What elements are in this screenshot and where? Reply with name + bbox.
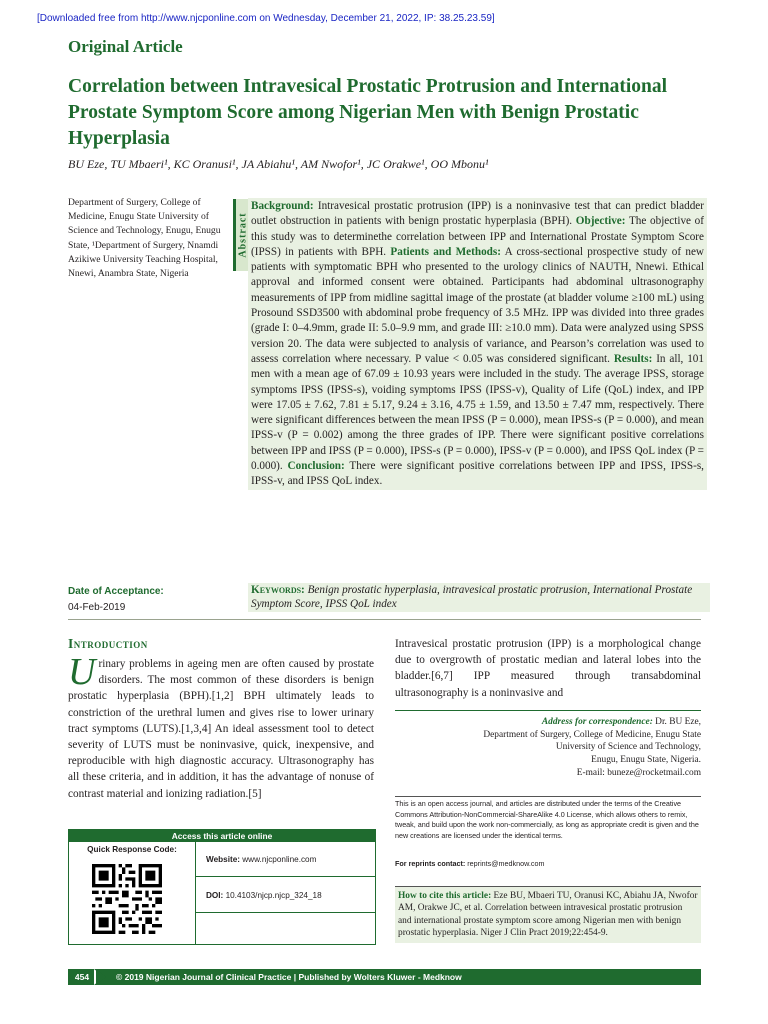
correspondence-divider <box>395 710 701 711</box>
abstract-background-heading: Background: <box>251 200 314 212</box>
abstract-body <box>248 198 707 490</box>
drop-cap: U <box>68 651 96 693</box>
citation-text: Eze BU, Mbaeri TU, Oranusi KC, Abiahu JA, Nwofor AM, Orakwe JC, et al. Correlation between intravesical prostatic protrusion and international prostate symptom score among Nigerian men with benign prostatic hyperplasia. Niger J Clin Pract 2019;22:454‑9. <box>398 891 698 939</box>
introduction-paragraph: rinary problems in ageing men are often caused by prostate disorders. The most common of these disorders is benign prostatic hyperplasia (BPH).[1,2] BPH ultimately leads to constriction of the urethral lumen and gives rise to lower urinary tract symptoms (LUTS).[1,3,4] An ideal assessment tool to detect severity of LUTS must be noninvasive, quick, inexpensive, and reproducible with high diagnostic accuracy. Ultrasonography has all these criteria, and in addition, it has the advantage of nonuse of contrast material and ionizing radiation.[5] <box>68 658 374 800</box>
correspondence-email[interactable]: E-mail: buneze@rocketmail.com <box>576 767 701 778</box>
correspondence-line1: Department of Surgery, College of Medicine, Enugu State <box>483 729 701 740</box>
article-title: Correlation between Intravesical Prostatic Protrusion and International Prostate Symptom Score among Nigerian Men with Benign Prostatic Hyperplasia <box>68 76 668 149</box>
page-footer <box>68 969 701 985</box>
citation-label: How to cite this article: <box>398 891 492 901</box>
keywords-label: Keywords: <box>251 584 305 596</box>
abstract-conclusion: There were significant positive correlations between IPP and IPSS, IPSS‑s, IPSS‑v, and IPSS QoL index. <box>251 460 704 488</box>
correspondence-line2: University of Science and Technology, <box>555 742 701 753</box>
doi-row[interactable] <box>196 878 375 913</box>
access-online-box <box>68 829 376 945</box>
abstract-tab-label: Abstract <box>237 212 249 258</box>
website-row[interactable] <box>196 842 375 877</box>
keywords <box>248 583 710 612</box>
qr-column <box>69 842 196 944</box>
keywords-text: Benign prostatic hyperplasia, intravesical prostatic protrusion, International Prostate Symptom Score, IPSS QoL index <box>251 584 693 610</box>
license-note: This is an open access journal, and articles are distributed under the terms of the Creative Commons Attribution‑NonCommercial‑ShareAlike 4.0 License, which allows others to remix, tweak, and build upon the work non‑commercially, as long as appropriate credit is given and the new creations are licensed under the identical terms. <box>395 796 701 842</box>
introduction-heading: Introduction <box>68 636 148 651</box>
footer-arrow-inner-icon <box>96 969 106 985</box>
abstract-conclusion-heading: Conclusion: <box>287 460 345 473</box>
introduction-text <box>68 651 374 802</box>
citation-box <box>395 886 701 943</box>
access-box-header: Access this article online <box>69 830 375 842</box>
article-type: Original Article <box>68 37 183 56</box>
reprints-label: For reprints contact: <box>395 859 466 868</box>
correspondence-name: Dr. BU Eze, <box>652 717 701 727</box>
abstract-results: In all, 101 men with a mean age of 67.09 ± 10.93 years were included in the study. The average IPSS, storage symptoms IPSS (IPSS‑s), voiding symptoms IPSS (IPSS‑v), Quality of Life (QoL) index, and IPP were 17.05 ± 7.62, 7.81 ± 5.17, 9.24 ± 3.16, 4.75 ± 1.59, and 13.50 ± 7.47 mm, respectively. There were significant differences between the mean IPSS (P = 0.000), mean IPSS‑s (P = 0.000), and mean IPSS‑v (P = 0.002) among the three grades of IPP. There were significant positive correlations between IPP and IPSS (P = 0.000), IPSS‑s (P = 0.000), IPSS‑v (P = 0.000), and IPSS QoL index (P = 0.000). <box>251 352 704 473</box>
reprints-email[interactable]: reprints@medknow.com <box>465 859 545 868</box>
qr-code-icon[interactable] <box>92 864 162 934</box>
correspondence-block <box>395 716 701 780</box>
abstract-background: Intravesical prostatic protrusion (IPP) is a noninvasive test that can predict bladder outlet obstruction in patients with benign prostatic hyperplasia (BPH). <box>251 200 704 228</box>
doi-label: DOI: <box>206 891 224 900</box>
abstract-methods-heading: Patients and Methods: <box>390 245 501 258</box>
correspondence-line3: Enugu, Enugu State, Nigeria. <box>591 755 701 766</box>
website-label: Website: <box>206 855 240 864</box>
abstract-results-heading: Results: <box>613 352 653 365</box>
section-divider <box>68 619 701 620</box>
abstract-objective: The objective of this study was to determinethe correlation between IPP and International Prostate Symptom Score (IPSS) in patients with BPH. <box>251 215 705 258</box>
download-banner[interactable]: [Downloaded free from http://www.njcponline.com on Wednesday, December 21, 2022, IP: 38.25.23.59] <box>37 13 495 24</box>
acceptance-label: Date of Acceptance: <box>68 586 164 597</box>
qr-label: Quick Response Code: <box>87 845 177 854</box>
reprints-note <box>395 859 545 868</box>
doi-value[interactable]: 10.4103/njcp.njcp_324_18 <box>223 891 322 900</box>
page-number: 454 <box>68 969 96 985</box>
acceptance-date: 04-Feb-2019 <box>68 602 126 613</box>
affiliation: Department of Surgery, College of Medicine, Enugu State University of Science and Technology, Enugu, Enugu State, ¹Department of Surgery, Nnamdi Azikiwe University Teaching Hospital, Nnewi, Anambra State, Nigeria <box>68 197 221 280</box>
introduction-continued: Intravesical prostatic protrusion (IPP) is a morphological change due to overgrowth of prostatic median and lateral lobes into the bladder.[6,7] IPP measured through transabdominal ultrasonography is a noninvasive and <box>395 638 701 699</box>
author-list: BU Eze, TU Mbaeri¹, KC Oranusi¹, JA Abiahu¹, AM Nwofor¹, JC Orakwe¹, OO Mbonu¹ <box>68 157 489 171</box>
footer-text: © 2019 Nigerian Journal of Clinical Practice | Published by Wolters Kluwer - Medknow <box>116 972 462 982</box>
abstract-objective-heading: Objective: <box>575 215 626 228</box>
website-link[interactable]: www.njcponline.com <box>239 855 317 864</box>
correspondence-label: Address for correspondence: <box>541 717 653 727</box>
abstract-methods: A cross‑sectional prospective study of new patients with symptomatic BPH who presented to the urology clinics of NAUTH, Nnewi. Ethical approval and informed consent were obtained. Participants had abdominal ultrasonography measurements of IPP from midline sagittal image of the prostate (at bladder volume ≥100 mL) using Prosound SSD3500 with abdominal probe frequency of 3.5 MHz. IPP was divided into three grades (grade I: 0–4.9mm, grade II: 5.0–9.9 mm, and grade III: ≥10.0 mm). Data were analyzed using SPSS version 20. The data were subjected to analysis of variance, and Pearson’s correlation was used to assess correlation where necessary. P value < 0.05 was considered significant. <box>251 245 705 365</box>
